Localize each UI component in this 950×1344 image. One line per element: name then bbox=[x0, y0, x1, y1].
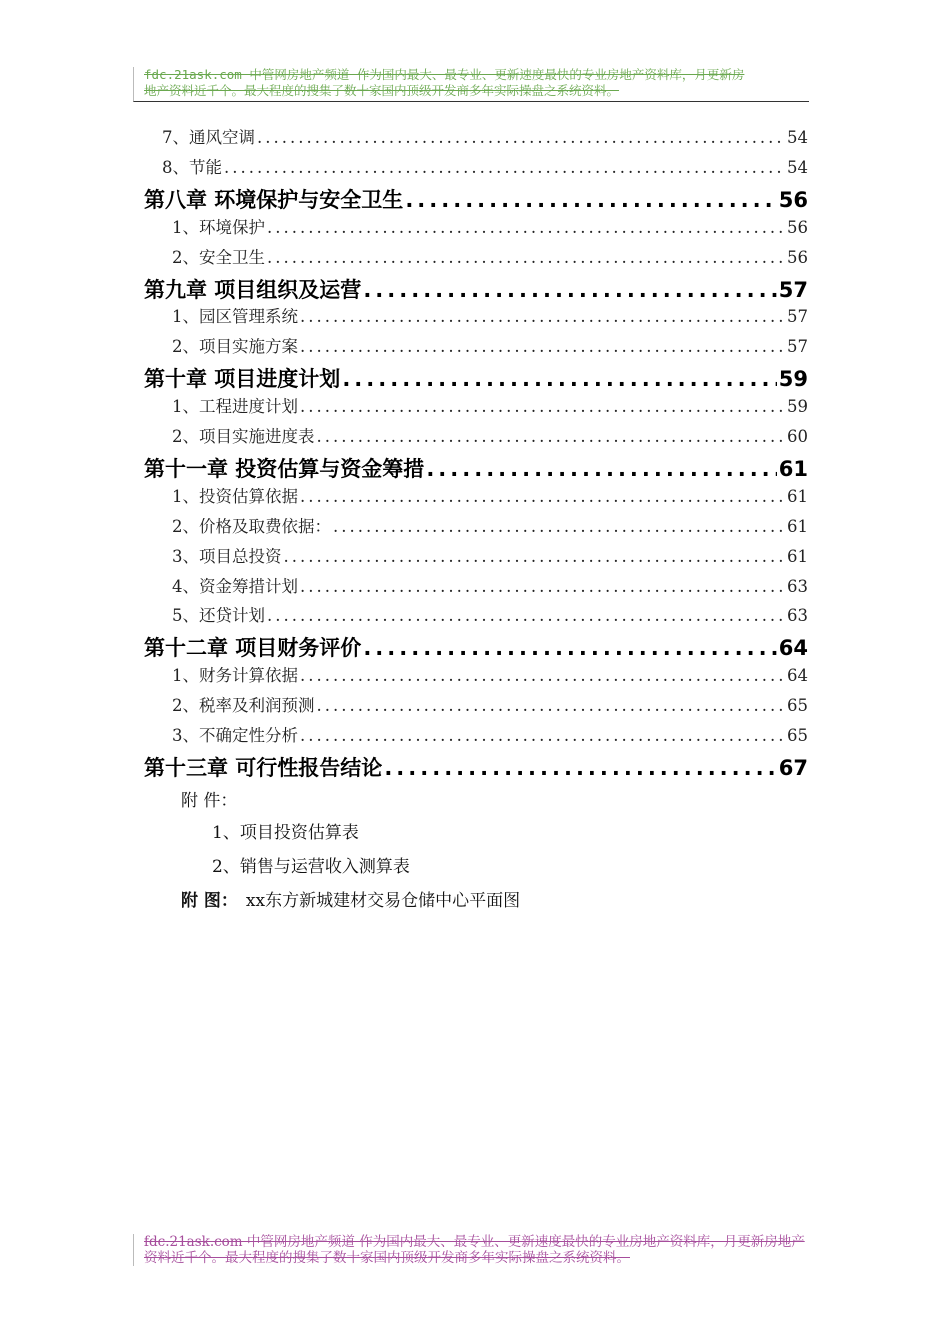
toc-dot-leader bbox=[300, 307, 785, 326]
toc-dot-leader bbox=[300, 487, 785, 506]
toc-page-number: 63 bbox=[787, 606, 808, 626]
toc-page-number: 56 bbox=[787, 217, 808, 237]
figure-label: 附 图： bbox=[181, 891, 238, 911]
toc-entry-label: 第十二章 项目财务评价 bbox=[144, 636, 362, 661]
toc-section-entry[interactable] bbox=[172, 303, 808, 327]
toc-entry-label: 3、项目总投资 bbox=[172, 546, 282, 566]
toc-section-entry[interactable] bbox=[172, 662, 808, 686]
toc-page-number: 56 bbox=[787, 247, 808, 267]
toc-chapter-entry[interactable] bbox=[144, 453, 808, 483]
toc-section-entry[interactable] bbox=[172, 214, 808, 238]
toc-page-number: 57 bbox=[778, 277, 808, 302]
toc-dot-leader bbox=[300, 337, 785, 356]
toc-entry-label: 2、项目实施方案 bbox=[172, 337, 298, 357]
toc-dot-leader bbox=[426, 457, 776, 481]
toc-dot-leader bbox=[257, 128, 785, 147]
toc-page-number: 65 bbox=[787, 696, 808, 716]
toc-page-number: 61 bbox=[787, 516, 808, 536]
header-notice-line-2: 地产资料近千个。最大程度的搜集了数十家国内顶级开发商多年实际操盘之系统资料。 bbox=[144, 83, 620, 98]
footer-notice-line-1: fdc.21ask.com 中管网房地产频道 作为国内最大、最专业、更新速度最快的专业房地产资料库，月更新房地产 bbox=[144, 1234, 805, 1250]
toc-page-number: 67 bbox=[778, 755, 808, 780]
toc-page-number: 63 bbox=[787, 576, 808, 596]
toc-section-entry[interactable] bbox=[172, 513, 808, 537]
toc-page-number: 61 bbox=[778, 456, 808, 481]
toc-dot-leader bbox=[317, 427, 786, 446]
toc-page-number: 60 bbox=[787, 427, 808, 446]
toc-entry-label: 第十章 项目进度计划 bbox=[144, 367, 341, 392]
toc-page-number: 61 bbox=[787, 486, 808, 506]
toc-entry-label: 3、不确定性分析 bbox=[172, 726, 298, 745]
toc-section-entry[interactable] bbox=[172, 423, 808, 447]
toc-section-entry[interactable] bbox=[172, 393, 808, 417]
toc-page-number: 59 bbox=[787, 397, 808, 417]
toc-page-number: 54 bbox=[787, 128, 808, 147]
toc-entry-label: 第十一章 投资估算与资金筹措 bbox=[144, 456, 425, 481]
toc-entry-label: 2、项目实施进度表 bbox=[172, 427, 315, 446]
attachment-item: 2、销售与运营收入测算表 bbox=[212, 857, 410, 877]
toc-dot-leader bbox=[284, 547, 786, 566]
toc-section-entry[interactable] bbox=[172, 722, 808, 746]
toc-page-number: 61 bbox=[787, 546, 808, 566]
toc-entry-label: 1、园区管理系统 bbox=[172, 307, 298, 327]
toc-chapter-entry[interactable] bbox=[144, 274, 808, 304]
toc-entry-label: 7、通风空调 bbox=[162, 128, 255, 147]
toc-page-number: 57 bbox=[787, 337, 808, 357]
toc-entry-label: 第九章 项目组织及运营 bbox=[144, 277, 362, 302]
toc-section-entry[interactable] bbox=[162, 154, 808, 178]
toc-chapter-entry[interactable] bbox=[144, 363, 808, 393]
toc-entry-label: 2、税率及利润预测 bbox=[172, 696, 315, 716]
toc-page-number: 59 bbox=[778, 367, 808, 392]
toc-entry-label: 8、节能 bbox=[162, 157, 222, 177]
toc-page-number: 64 bbox=[787, 666, 808, 686]
toc-chapter-entry[interactable] bbox=[144, 752, 808, 782]
attachments-title: 附 件： bbox=[181, 791, 238, 811]
toc-dot-leader bbox=[267, 606, 785, 625]
toc-dot-leader bbox=[333, 517, 785, 536]
toc-dot-leader bbox=[224, 158, 785, 177]
toc-section-entry[interactable] bbox=[172, 244, 808, 268]
toc-section-entry[interactable] bbox=[162, 124, 808, 148]
toc-dot-leader bbox=[384, 756, 776, 780]
toc-section-entry[interactable] bbox=[172, 333, 808, 357]
toc-page-number: 54 bbox=[787, 157, 808, 177]
toc-dot-leader bbox=[342, 367, 776, 391]
toc-section-entry[interactable] bbox=[172, 543, 808, 567]
header-notice-line-1: fdc.21ask.com 中管网房地产频道 作为国内最大、最专业、更新速度最快的专业房地产资料库，月更新房 bbox=[144, 67, 745, 82]
toc-dot-leader bbox=[300, 726, 785, 745]
toc-dot-leader bbox=[300, 577, 785, 596]
figure-text: xx东方新城建材交易仓储中心平面图 bbox=[245, 891, 521, 911]
toc-dot-leader bbox=[405, 188, 776, 212]
toc-entry-label: 2、价格及取费依据： bbox=[172, 516, 331, 536]
toc-section-entry[interactable] bbox=[172, 692, 808, 716]
toc-entry-label: 1、投资估算依据 bbox=[172, 486, 298, 506]
toc-section-entry[interactable] bbox=[172, 483, 808, 507]
toc-entry-label: 1、财务计算依据 bbox=[172, 666, 298, 686]
footer-notice-line-2: 资料近千个。最大程度的搜集了数十家国内顶级开发商多年实际操盘之系统资料。 bbox=[144, 1250, 630, 1266]
toc-page-number: 57 bbox=[787, 307, 808, 327]
toc-page-number: 65 bbox=[787, 726, 808, 745]
toc-section-entry[interactable] bbox=[172, 602, 808, 626]
toc-page-number: 56 bbox=[778, 187, 808, 212]
toc-dot-leader bbox=[300, 666, 785, 685]
toc-entry-label: 1、环境保护 bbox=[172, 217, 265, 237]
toc-entry-label: 4、资金筹措计划 bbox=[172, 576, 298, 596]
toc-entry-label: 5、还贷计划 bbox=[172, 606, 265, 626]
toc-chapter-entry[interactable] bbox=[144, 632, 808, 662]
toc-dot-leader bbox=[363, 636, 776, 660]
header-notice bbox=[133, 67, 809, 102]
toc-dot-leader bbox=[300, 397, 785, 416]
footer-notice bbox=[133, 1234, 809, 1266]
toc-dot-leader bbox=[267, 218, 785, 237]
toc-entry-label: 第八章 环境保护与安全卫生 bbox=[144, 187, 404, 212]
toc-dot-leader bbox=[363, 278, 776, 302]
toc-section-entry[interactable] bbox=[172, 573, 808, 597]
toc-page-number: 64 bbox=[778, 636, 808, 661]
toc-entry-label: 2、安全卫生 bbox=[172, 247, 265, 267]
toc-entry-label: 1、工程进度计划 bbox=[172, 397, 298, 417]
toc-dot-leader bbox=[317, 696, 786, 715]
toc-entry-label: 第十三章 可行性报告结论 bbox=[144, 755, 383, 780]
toc-chapter-entry[interactable] bbox=[144, 184, 808, 214]
toc-dot-leader bbox=[267, 248, 785, 267]
attachment-item: 1、项目投资估算表 bbox=[212, 823, 359, 843]
figure-line bbox=[181, 886, 520, 911]
